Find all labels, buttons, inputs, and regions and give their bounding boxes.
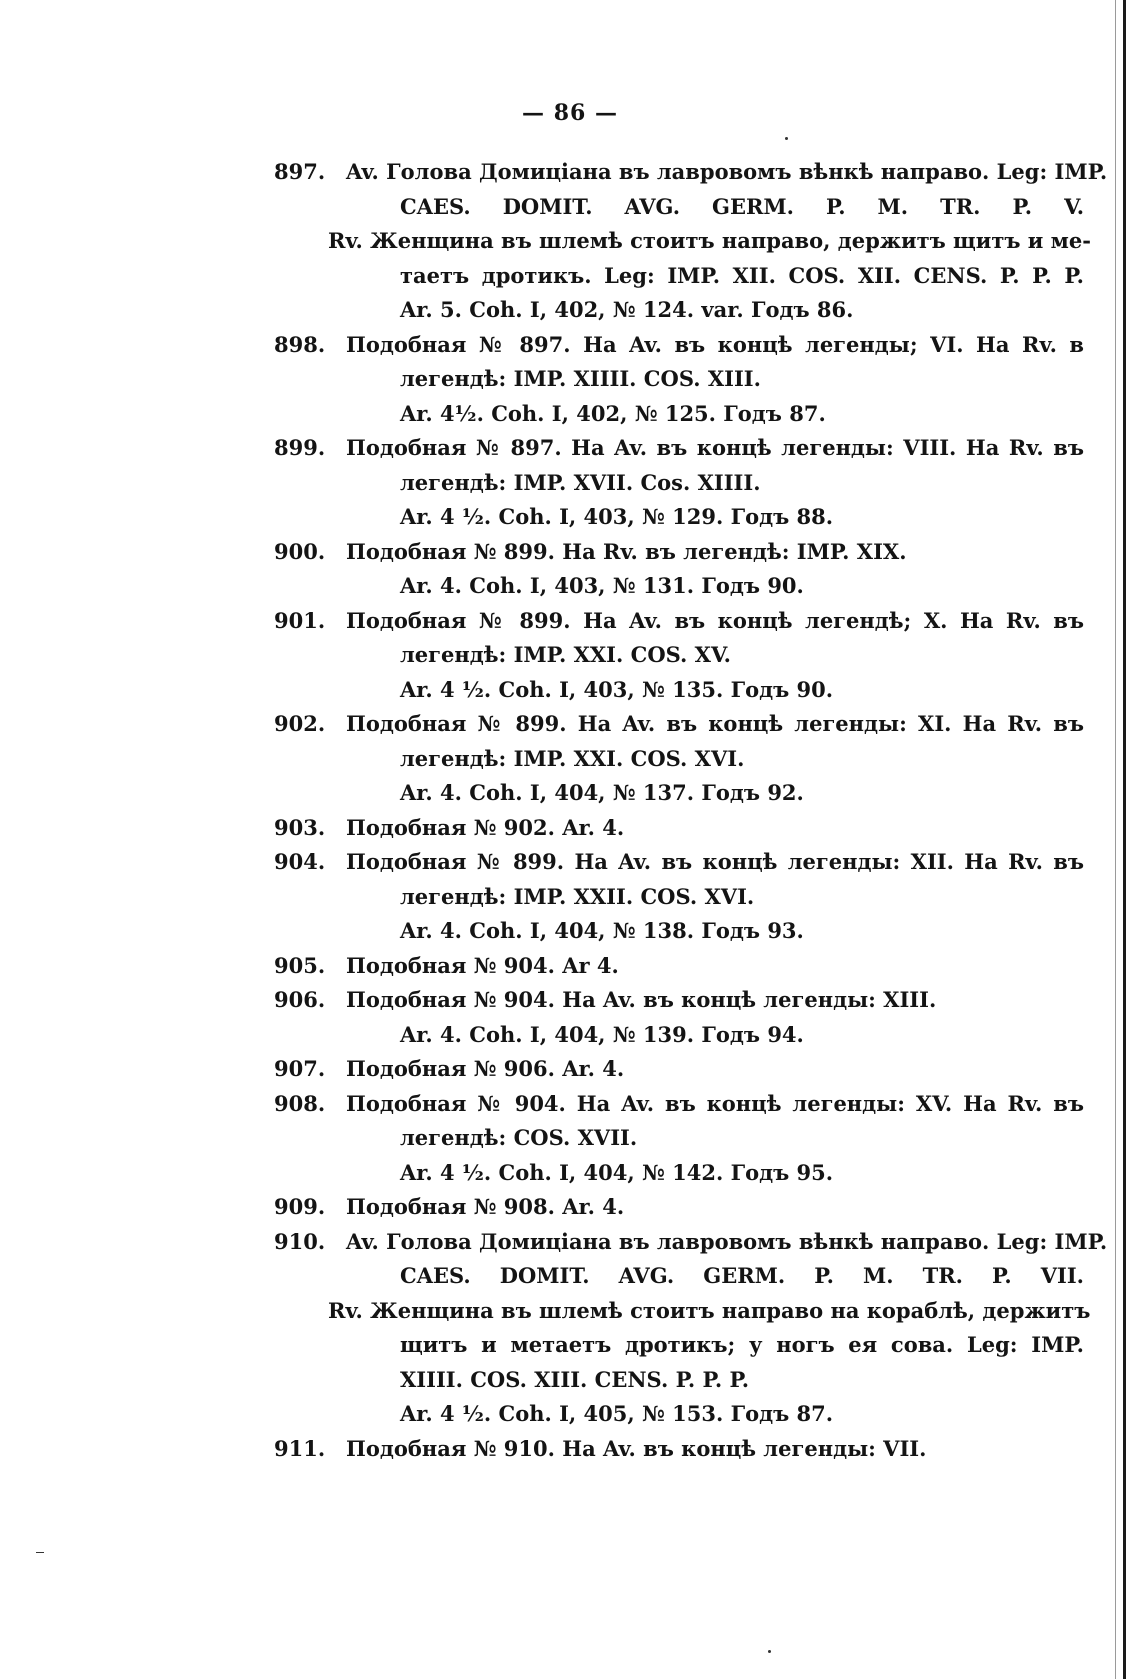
entry-text: Подобная № 897. На Av. въ концѣ легенды; VI. На Rv. в (346, 331, 1084, 357)
catalog-continuation-line (274, 466, 1084, 501)
entry-text: Ar. 5. Coh. I, 402, № 124. var. Годъ 86. (400, 297, 854, 322)
entry-number: 910. (274, 1228, 326, 1254)
entry-number: 900. (274, 538, 326, 564)
catalog-entry-line (274, 535, 1084, 570)
entry-number: 897. (274, 159, 326, 184)
catalog-continuation-line (274, 880, 1084, 915)
entry-text: легендѣ: IMP. XXI. COS. XV. (400, 642, 731, 667)
entry-number: 907. (274, 1056, 326, 1081)
catalog-entry-line (274, 1225, 1108, 1260)
catalog-continuation-line (274, 638, 1084, 673)
catalog-entry-line (274, 431, 1084, 466)
entry-text: Ar. 4½. Coh. I, 402, № 125. Годъ 87. (400, 400, 826, 426)
scan-speck (768, 1650, 771, 1653)
entry-text: Подобная № 904. На Av. въ концѣ легенды: XIII. (346, 987, 937, 1012)
catalog-entry-line (274, 983, 1084, 1018)
catalog-entry-line (274, 328, 1084, 363)
catalog-continuation-line (274, 362, 1084, 397)
entry-number: 902. (274, 711, 326, 736)
entry-text: Ar. 4 ½. Coh. I, 404, № 142. Годъ 95. (400, 1159, 834, 1185)
catalog-entry-line (274, 155, 1108, 190)
entry-text: CAES. DOMIT. AVG. GERM. P. M. TR. P. VII. (400, 1263, 1084, 1288)
entry-number: 899. (274, 435, 326, 460)
catalog-entry-line (274, 949, 1084, 984)
entry-text: Ar. 4. Coh. I, 403, № 131. Годъ 90. (400, 573, 804, 598)
entry-number: 904. (274, 849, 326, 874)
entry-text: Подобная № 899. На Av. въ концѣ легенды: XII. На Rv. въ (346, 849, 1084, 874)
entry-number: 906. (274, 987, 326, 1012)
entry-text: Подобная № 899. На Av. въ концѣ легенды: XI. На Rv. въ (346, 711, 1084, 736)
catalog-continuation-line (274, 500, 1084, 535)
entry-text: Подобная № 910. На Av. въ концѣ легенды: VII. (346, 1435, 927, 1461)
entry-text: CAES. DOMIT. AVG. GERM. P. M. TR. P. V. (400, 193, 1084, 219)
catalog-entry-line (274, 1052, 1084, 1087)
scan-speck (36, 1552, 44, 1553)
catalog-continuation-line (274, 397, 1084, 432)
catalog-continuation-line (274, 1156, 1084, 1191)
entry-text: Ar. 4 ½. Coh. I, 403, № 129. Годъ 88. (400, 504, 834, 529)
entry-number: 898. (274, 331, 326, 357)
entry-number: 908. (274, 1090, 326, 1116)
scan-edge-shadow (1115, 0, 1116, 1679)
catalog-continuation-line (274, 742, 1084, 777)
catalog-continuation-line (274, 1121, 1084, 1156)
catalog-continuation-line (274, 1018, 1084, 1053)
catalog-continuation-line (274, 1363, 1084, 1398)
page-number: — 86 — (522, 100, 618, 126)
catalog-continuation-line (274, 293, 1084, 328)
entry-text: легендѣ: IMP. XVII. Cos. XIIII. (400, 469, 761, 495)
catalog-text (274, 155, 1108, 1466)
entry-text: Подобная № 904. На Av. въ концѣ легенды: XV. На Rv. въ (346, 1090, 1084, 1116)
catalog-continuation-line (274, 224, 1091, 259)
entry-number: 909. (274, 1194, 326, 1219)
catalog-continuation-line (274, 259, 1084, 294)
entry-text: Подобная № 902. Ar. 4. (346, 814, 625, 840)
entry-text: щитъ и метаетъ дротикъ; у ногъ ея сова. Leg: IMP. (400, 1332, 1084, 1357)
catalog-continuation-line (274, 1259, 1084, 1294)
catalog-continuation-line (274, 914, 1084, 949)
catalog-continuation-line (274, 1294, 1091, 1329)
entry-text: легендѣ: IMP. XXII. COS. XVI. (400, 883, 755, 909)
catalog-continuation-line (274, 673, 1084, 708)
catalog-continuation-line (274, 776, 1084, 811)
entry-number: 905. (274, 952, 326, 978)
catalog-entry-line (274, 1432, 1084, 1467)
catalog-entry-line (274, 811, 1084, 846)
catalog-entry-line (274, 1190, 1084, 1225)
entry-text: Подобная № 908. Ar. 4. (346, 1194, 625, 1219)
entry-text: Ar. 4 ½. Coh. I, 403, № 135. Годъ 90. (400, 676, 834, 702)
entry-text: легендѣ: IMP. XIIII. COS. XIII. (400, 366, 761, 391)
catalog-continuation-line (274, 1397, 1084, 1432)
scan-edge-mark (1123, 0, 1126, 1679)
entry-text: легендѣ: IMP. XXI. COS. XVI. (400, 745, 745, 771)
catalog-continuation-line (274, 190, 1084, 225)
entry-number: 903. (274, 814, 326, 840)
entry-text: XIIII. COS. XIII. CENS. P. P. P. (400, 1366, 750, 1392)
entry-text: Подобная № 899. На Av. въ концѣ легендѣ; X. На Rv. въ (346, 607, 1084, 633)
catalog-entry-line (274, 845, 1084, 880)
entry-text: Подобная № 899. На Rv. въ легендѣ: IMP. XIX. (346, 538, 907, 564)
entry-text: Av. Голова Домиціана въ лавровомъ вѣнкѣ направо. Leg: IMP. (346, 159, 1108, 184)
catalog-continuation-line (274, 1328, 1084, 1363)
entry-text: Ar. 4 ½. Coh. I, 405, № 153. Годъ 87. (400, 1401, 834, 1426)
catalog-entry-line (274, 604, 1084, 639)
catalog-entry-line (274, 707, 1084, 742)
entry-text: Ar. 4. Coh. I, 404, № 139. Годъ 94. (400, 1021, 804, 1047)
entry-text: Av. Голова Домиціана въ лавровомъ вѣнкѣ направо. Leg: IMP. (346, 1228, 1108, 1254)
entry-text: Подобная № 897. На Av. въ концѣ легенды: VIII. На Rv. въ (346, 435, 1084, 460)
scan-speck (785, 137, 788, 140)
entry-text: таетъ дротикъ. Leg: IMP. XII. COS. XII. CENS. P. P. P. (400, 262, 1084, 288)
entry-text: Подобная № 904. Ar 4. (346, 952, 619, 978)
entry-text: Подобная № 906. Ar. 4. (346, 1056, 625, 1081)
catalog-entry-line (274, 1087, 1084, 1122)
entry-number: 911. (274, 1435, 326, 1461)
entry-text: Ar. 4. Coh. I, 404, № 138. Годъ 93. (400, 918, 804, 943)
entry-number: 901. (274, 607, 326, 633)
entry-text: легендѣ: COS. XVII. (400, 1125, 638, 1150)
catalog-continuation-line (274, 569, 1084, 604)
entry-text: Rv. Женщина въ шлемѣ стоитъ направо, держитъ щитъ и ме- (328, 228, 1091, 253)
entry-text: Rv. Женщина въ шлемѣ стоитъ направо на кораблѣ, держитъ (328, 1297, 1091, 1323)
entry-text: Ar. 4. Coh. I, 404, № 137. Годъ 92. (400, 780, 804, 805)
